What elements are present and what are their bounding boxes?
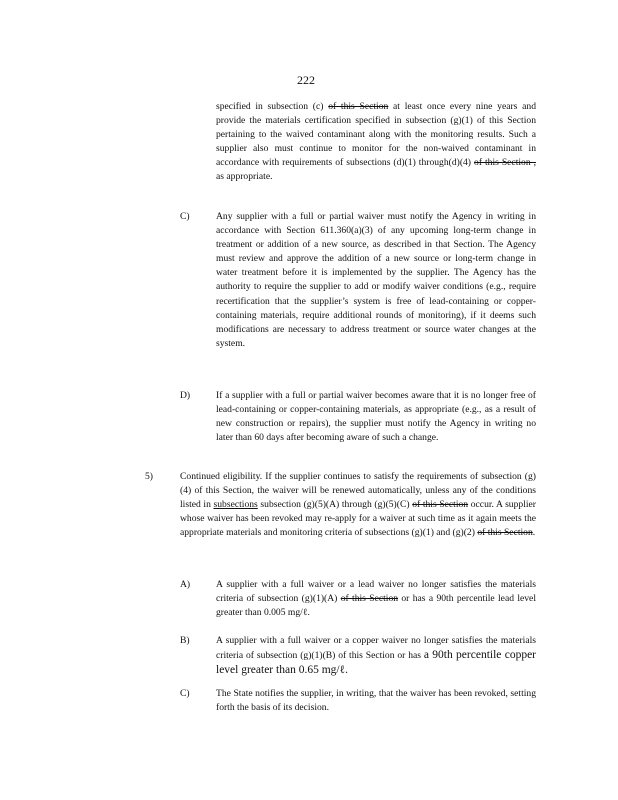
item-5a-text (216, 578, 536, 620)
item-5b-label: B) (180, 635, 190, 646)
item-5-label: 5) (145, 471, 153, 482)
item-5b-text (216, 634, 536, 678)
intro-deleted-1: of this Section (328, 101, 389, 112)
item-5c-text: The State notifies the supplier, in writing, that the waiver has been revoked, setting forth the basis of its decision. (216, 688, 536, 714)
item-5a-label: A) (180, 579, 191, 590)
item-5-text-3: occur. A supplier whose waiver has been revoked may re-apply for a waiver at such time as it again meets the appropriate materials and monitoring criteria of subsections (g)(1) and (g)(2) (180, 499, 536, 539)
item-5-text-4: . (532, 527, 536, 539)
item-5-inserted-1: subsections (213, 499, 258, 511)
item-5-text-1: Continued eligibility. If the supplier continues to satisfy the requirements of subsection (g)(4) of this Section, the waiver will be renewed automatically, unless any of the conditions listed in (180, 471, 536, 511)
item-c-label: C) (180, 211, 190, 222)
intro-paragraph (216, 100, 536, 185)
item-5c-label: C) (180, 688, 190, 699)
item-c-text: Any supplier with a full or partial waiver must notify the Agency in writing in accordance with Section 611.360(a)(3) of any upcoming long-term change in treatment or addition of a new source, as described in that Section. The Agency must review and approve the addition of a new source or long-term change in water treatment before it is implemented by the supplier. The Agency has the authority to require the supplier to add or modify waiver conditions (e.g., require recertification that the supplier’s system is free of lead-containing or copper-containing materials, require additional rounds of monitoring), if it deems such modifications are necessary to address treatment or source water changes at the system. (216, 211, 536, 349)
item-5a-deleted-1: of this Section (340, 593, 399, 605)
item-5b-text-1: A supplier with a full waiver or a copper waiver no longer satisfies the materials criteria of subsection (g)(1)(B) of this Section or has (216, 635, 536, 662)
item-d-label: D) (180, 390, 191, 401)
intro-deleted-2: of this Section , (474, 157, 537, 169)
item-5a-text-1: A supplier with a full waiver or a lead waiver no longer satisfies the materials criteria of subsection (g)(1)(A) (216, 579, 536, 605)
page-number: 222 (297, 73, 315, 87)
item-5-text-2: subsection (g)(5)(A) through (g)(5)(C) (257, 499, 413, 511)
item-5-deleted-2: of this Section (477, 527, 533, 539)
intro-text-1: specified in subsection (c) (216, 101, 324, 112)
intro-text-3: as appropriate. (216, 171, 273, 183)
item-5-text (180, 470, 536, 540)
item-d-text: If a supplier with a full or partial waiver becomes aware that it is no longer free of lead-containing or copper-containing materials, as appropriate (e.g., as a result of new construction or repairs), the supplier must notify the Agency in writing no later than 60 days after becoming aware of such a change. (216, 390, 536, 444)
item-5a-text-2: or has a 90th percentile lead level greater than 0.005 mg/ℓ. (216, 593, 536, 619)
item-5b-text-2: a 90th percentile copper level greater than 0.65 mg/ℓ. (216, 649, 537, 677)
item-5-deleted-1: of this Section (412, 499, 469, 511)
intro-text-2: at least once every nine years and provide the materials certification specified in subsection (g)(1) of this Section pertaining to the waived contaminant along with the monitoring results. Such a supplier also must continue to monitor for the non-waived contaminant in accordance with requirements of subsections (d)(1) through(d)(4) (216, 101, 536, 169)
